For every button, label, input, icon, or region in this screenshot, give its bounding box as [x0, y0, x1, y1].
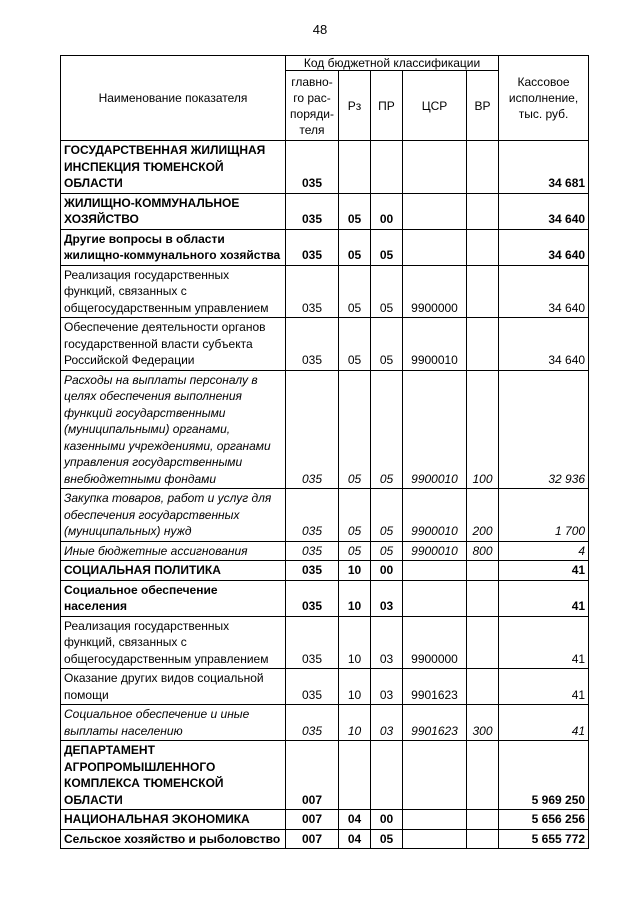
row-vr: 300 [467, 705, 499, 741]
row-gl: 035 [286, 265, 339, 318]
row-sum: 41 [499, 561, 589, 581]
row-vr: 200 [467, 489, 499, 542]
row-csr [403, 193, 467, 229]
row-rz: 04 [339, 810, 371, 830]
row-sum: 32 936 [499, 370, 589, 489]
row-gl: 035 [286, 580, 339, 616]
row-vr [467, 265, 499, 318]
row-sum: 4 [499, 541, 589, 561]
table-row [61, 141, 589, 194]
row-sum: 34 640 [499, 193, 589, 229]
table-row [61, 370, 589, 489]
row-gl: 035 [286, 229, 339, 265]
row-name: ГОСУДАРСТВЕННАЯ ЖИЛИЩНАЯ ИНСПЕКЦИЯ ТЮМЕНСКОЙ ОБЛАСТИ [61, 141, 286, 194]
row-vr [467, 741, 499, 810]
row-pr [371, 141, 403, 194]
page-number: 48 [312, 22, 328, 37]
row-pr: 00 [371, 810, 403, 830]
header-vr: ВР [467, 71, 499, 141]
row-sum: 41 [499, 669, 589, 705]
row-pr [371, 741, 403, 810]
row-gl: 035 [286, 193, 339, 229]
table-row [61, 705, 589, 741]
row-csr [403, 580, 467, 616]
table-row [61, 193, 589, 229]
row-name: СОЦИАЛЬНАЯ ПОЛИТИКА [61, 561, 286, 581]
row-vr [467, 580, 499, 616]
row-gl: 007 [286, 829, 339, 849]
row-csr: 9900010 [403, 541, 467, 561]
row-csr [403, 741, 467, 810]
row-name: Закупка товаров, работ и услуг для обеспечения государственных (муниципальных) нужд [61, 489, 286, 542]
row-vr [467, 229, 499, 265]
row-rz: 05 [339, 229, 371, 265]
table-row [61, 669, 589, 705]
row-csr: 9900000 [403, 265, 467, 318]
row-rz: 05 [339, 489, 371, 542]
row-pr: 05 [371, 265, 403, 318]
row-name: Оказание других видов социальной помощи [61, 669, 286, 705]
row-csr [403, 229, 467, 265]
row-csr: 9901623 [403, 705, 467, 741]
row-csr: 9900010 [403, 489, 467, 542]
row-sum: 5 655 772 [499, 829, 589, 849]
header-glavnogo: главно-го рас-поряди-теля [286, 71, 339, 141]
table-row [61, 580, 589, 616]
header-csr: ЦСР [403, 71, 467, 141]
row-pr: 05 [371, 489, 403, 542]
row-gl: 035 [286, 705, 339, 741]
row-gl: 035 [286, 318, 339, 371]
row-csr [403, 829, 467, 849]
table-row [61, 229, 589, 265]
row-sum: 1 700 [499, 489, 589, 542]
row-vr [467, 810, 499, 830]
row-pr: 05 [371, 541, 403, 561]
row-pr: 05 [371, 829, 403, 849]
row-rz: 10 [339, 561, 371, 581]
row-sum: 41 [499, 580, 589, 616]
row-sum: 34 640 [499, 265, 589, 318]
table-row [61, 265, 589, 318]
row-sum: 41 [499, 705, 589, 741]
row-csr: 9901623 [403, 669, 467, 705]
row-name: Реализация государственных функций, связанных с общегосударственным управлением [61, 616, 286, 669]
row-name: Социальное обеспечение населения [61, 580, 286, 616]
row-rz: 05 [339, 318, 371, 371]
row-vr [467, 141, 499, 194]
row-sum: 34 640 [499, 318, 589, 371]
row-name: ЖИЛИЩНО-КОММУНАЛЬНОЕ ХОЗЯЙСТВО [61, 193, 286, 229]
row-pr: 00 [371, 561, 403, 581]
row-name: Другие вопросы в области жилищно-коммунального хозяйства [61, 229, 286, 265]
header-pr: ПР [371, 71, 403, 141]
header-code-group: Код бюджетной классификации [286, 56, 499, 71]
row-rz: 10 [339, 616, 371, 669]
row-sum: 5 656 256 [499, 810, 589, 830]
row-vr [467, 193, 499, 229]
header-name: Наименование показателя [61, 56, 286, 141]
row-vr: 800 [467, 541, 499, 561]
row-gl: 035 [286, 370, 339, 489]
table-row [61, 541, 589, 561]
row-name: Обеспечение деятельности органов государственной власти субъекта Российской Федерации [61, 318, 286, 371]
row-sum: 34 681 [499, 141, 589, 194]
row-gl: 007 [286, 810, 339, 830]
row-sum: 5 969 250 [499, 741, 589, 810]
row-pr: 03 [371, 580, 403, 616]
row-rz: 10 [339, 580, 371, 616]
row-pr: 03 [371, 669, 403, 705]
row-rz: 05 [339, 265, 371, 318]
row-vr [467, 561, 499, 581]
row-vr [467, 669, 499, 705]
budget-table [60, 55, 589, 849]
row-gl: 035 [286, 616, 339, 669]
table-row [61, 489, 589, 542]
row-name: Социальное обеспечение и иные выплаты населению [61, 705, 286, 741]
row-pr: 05 [371, 370, 403, 489]
row-rz [339, 141, 371, 194]
row-sum: 34 640 [499, 229, 589, 265]
row-gl: 007 [286, 741, 339, 810]
row-pr: 03 [371, 616, 403, 669]
row-vr [467, 616, 499, 669]
row-name: Иные бюджетные ассигнования [61, 541, 286, 561]
table-row [61, 318, 589, 371]
row-rz: 10 [339, 705, 371, 741]
table-row [61, 810, 589, 830]
row-rz: 10 [339, 669, 371, 705]
row-csr [403, 561, 467, 581]
row-gl: 035 [286, 489, 339, 542]
row-csr: 9900000 [403, 616, 467, 669]
table-row [61, 561, 589, 581]
row-pr: 05 [371, 229, 403, 265]
row-vr: 100 [467, 370, 499, 489]
row-gl: 035 [286, 669, 339, 705]
row-name: Реализация государственных функций, связанных с общегосударственным управлением [61, 265, 286, 318]
header-rz: Рз [339, 71, 371, 141]
table-row [61, 616, 589, 669]
row-name: НАЦИОНАЛЬНАЯ ЭКОНОМИКА [61, 810, 286, 830]
row-sum: 41 [499, 616, 589, 669]
row-pr: 00 [371, 193, 403, 229]
row-rz: 05 [339, 193, 371, 229]
row-rz: 05 [339, 370, 371, 489]
table-row [61, 741, 589, 810]
row-rz: 04 [339, 829, 371, 849]
row-vr [467, 318, 499, 371]
row-gl: 035 [286, 541, 339, 561]
row-rz: 05 [339, 541, 371, 561]
row-name: Сельское хозяйство и рыболовство [61, 829, 286, 849]
row-vr [467, 829, 499, 849]
row-csr: 9900010 [403, 370, 467, 489]
row-csr [403, 141, 467, 194]
row-gl: 035 [286, 561, 339, 581]
header-sum: Кассовое исполнение, тыс. руб. [499, 56, 589, 141]
row-pr: 03 [371, 705, 403, 741]
table-row [61, 829, 589, 849]
row-csr: 9900010 [403, 318, 467, 371]
row-name: Расходы на выплаты персоналу в целях обеспечения выполнения функций государственными (муниципальными) органами, казенными учреждениями, органами управления государственными внебюджетными фондами [61, 370, 286, 489]
row-pr: 05 [371, 318, 403, 371]
row-gl: 035 [286, 141, 339, 194]
row-csr [403, 810, 467, 830]
row-rz [339, 741, 371, 810]
row-name: ДЕПАРТАМЕНТ АГРОПРОМЫШЛЕННОГО КОМПЛЕКСА ТЮМЕНСКОЙ ОБЛАСТИ [61, 741, 286, 810]
